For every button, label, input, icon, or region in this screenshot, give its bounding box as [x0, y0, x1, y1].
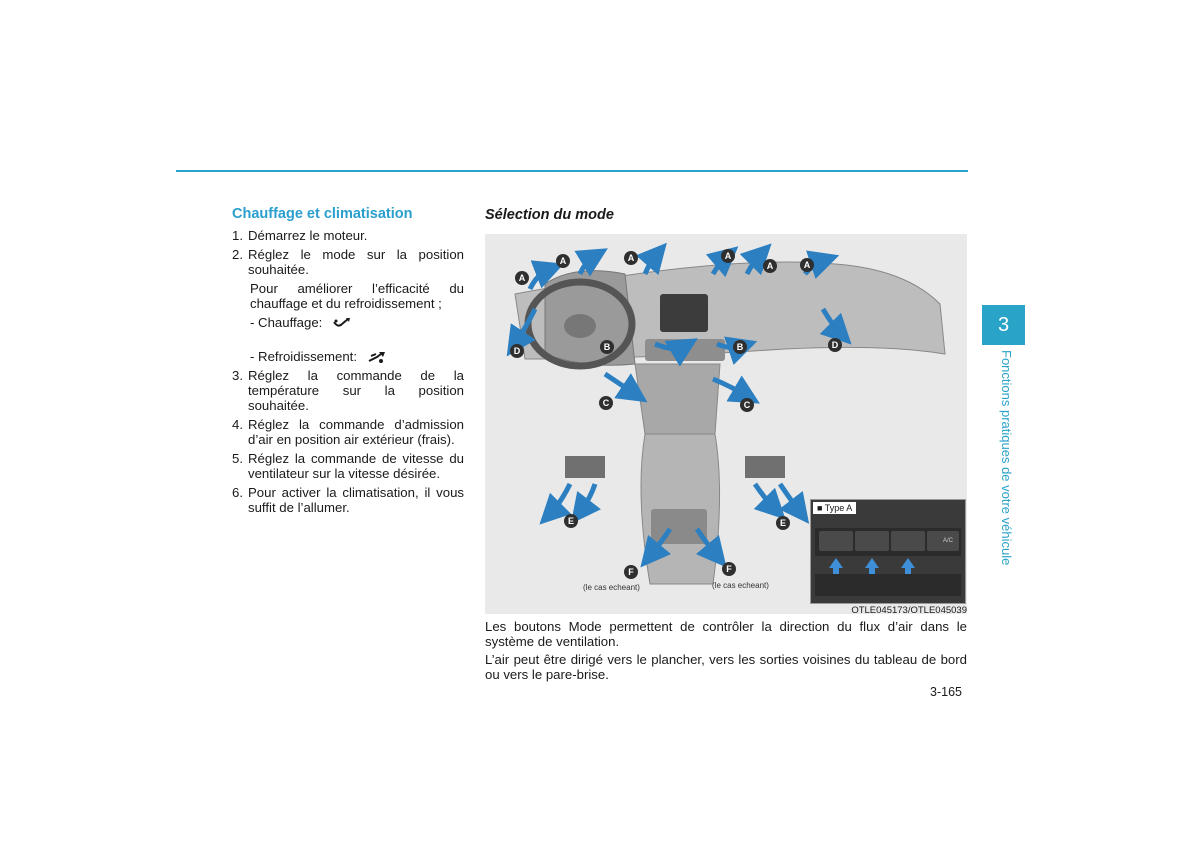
page-number: 3-165 [930, 685, 962, 699]
heating-line: - Chauffage: [232, 315, 464, 330]
section-title: Chauffage et climatisation [232, 206, 413, 222]
left-column [232, 206, 464, 519]
vent-label-d: D [510, 344, 524, 358]
vent-label-a: A [763, 259, 777, 273]
vent-label-c: C [740, 398, 754, 412]
vent-label-a: A [624, 251, 638, 265]
optional-note: (le cas echeant) [712, 581, 769, 590]
step-1: 1. Démarrez le moteur. [232, 228, 368, 243]
cooling-mode-icon [367, 352, 387, 364]
top-rule [176, 170, 968, 172]
vent-label-c: C [599, 396, 613, 410]
vent-label-a: A [556, 254, 570, 268]
dashboard-airflow-illustration [485, 234, 967, 614]
vent-label-d: D [828, 338, 842, 352]
ac-button-label: A/C [943, 538, 954, 544]
cooling-line: - Refroidissement: [232, 349, 464, 364]
mode-buttons-drawing [811, 500, 965, 603]
vent-label-f: F [722, 562, 736, 576]
chapter-number-tab: 3 [982, 305, 1025, 345]
mode-selection-title: Sélection du mode [485, 207, 614, 223]
vent-label-a: A [800, 258, 814, 272]
vent-label-e: E [776, 516, 790, 530]
step-2: 2. Réglez le mode sur la position souhaitée. [232, 247, 464, 277]
paragraph-mode-buttons: Les boutons Mode permettent de contrôler la direction du flux d’air dans le système de ventilation. [485, 619, 967, 649]
vent-label-f: F [624, 565, 638, 579]
paragraph-air-direction: L’air peut être dirigé vers le plancher, vers les sorties voisines du tableau de bord ou vers le pare-brise. [485, 652, 967, 682]
figure-code: OTLE045173/OTLE045039 [851, 605, 967, 616]
step-6: 6. Pour activer la climatisation, il vous suffit de l’allumer. [232, 485, 464, 515]
step-5: 5. Réglez la commande de vitesse du ventilateur sur la vitesse désirée. [232, 451, 464, 481]
vent-label-b: B [733, 340, 747, 354]
step-4: 4. Réglez la commande d’admission d’air en position air extérieur (frais). [232, 417, 464, 447]
vent-label-b: B [600, 340, 614, 354]
vent-label-a: A [721, 249, 735, 263]
heating-mode-icon [332, 318, 352, 330]
inset-type-tag: ■ Type A [813, 502, 856, 514]
step-3: 3. Réglez la commande de la température sur la position souhaitée. [232, 368, 464, 413]
chapter-title-side: Fonctions pratiques de votre véhicule [999, 350, 1014, 566]
tip-text: Pour améliorer l’efficacité du chauffage et du refroidissement ; [250, 281, 464, 311]
control-panel-inset [810, 499, 966, 604]
optional-note: (le cas echeant) [583, 583, 640, 592]
vent-label-e: E [564, 514, 578, 528]
vent-label-a: A [515, 271, 529, 285]
